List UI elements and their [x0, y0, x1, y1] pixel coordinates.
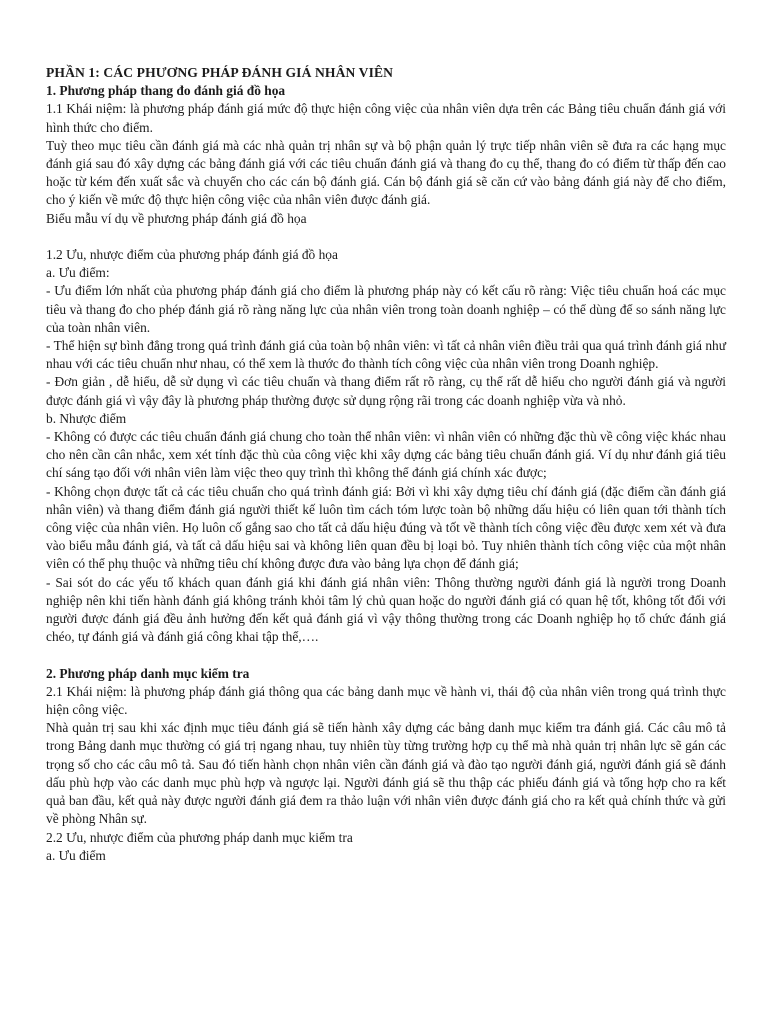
section-2-pros-label: a. Ưu điểm [46, 847, 106, 863]
document-title: PHẦN 1: CÁC PHƯƠNG PHÁP ĐÁNH GIÁ NHÂN VIÊN [46, 65, 394, 80]
section-1-con-item: - Không chọn được tất cả các tiêu chuẩn cho quá trình đánh giá: Bởi vì khi xây dựng tiêu chí đánh giá (đặc điểm cần đánh giá nhân viên) và thang điểm đánh giá người thiết kế luôn tìm cách tóm lược toàn bộ những dấu hiệu có liên quan tới thành tích công việc của nhân viên. Họ luôn cố gắng sao cho tất cả dấu hiệu đúng và tốt về thành tích công việc đều được xem xét và đưa vào biểu mẫu đánh giá, và tất cả dấu hiệu sai và không liên quan đều bị loại bỏ. Tuy nhiên thành tích công việc của một nhân viên có thể phụ thuộc và những tiêu chí không được đưa vào bảng lựa chọn để đánh giá; [46, 483, 726, 572]
section-1-con-item: - Sai sót do các yếu tố khách quan đánh giá khi đánh giá nhân viên: Thông thường người đánh giá là người trong Doanh nghiệp nên khi tiến hành đánh giá không tránh khỏi tâm lý chủ quan hoặc do người đánh giá có quan hệ tốt, không tốt đối với người được đánh giá đều ảnh hưởng đến kết quả đánh giá vì vậy thông thường trong các Doanh nghiệp họ tổ chức đánh giá chéo, tự đánh giá và đánh giá công khai tập thể,…. [46, 574, 726, 645]
blank-line [46, 646, 726, 664]
section-1-cons-label: b. Nhược điểm [46, 410, 127, 426]
section-1-pro-item: - Thể hiện sự bình đẳng trong quá trình đánh giá của toàn bộ nhân viên: vì tất cả nhân viên điều trải qua quá trình đánh giá như nhau với các tiêu chuẩn như nhau, có thể xem là thước đo thành tích công việc của nhân viên trong Doanh nghiệp. [46, 338, 726, 372]
section-1-example-caption: Biểu mẫu ví dụ về phương pháp đánh giá đồ họa [46, 210, 307, 226]
section-2-heading: 2. Phương pháp danh mục kiểm tra [46, 665, 250, 681]
section-1-pros-cons-heading: 1.2 Ưu, nhược điểm của phương pháp đánh giá đồ họa [46, 247, 338, 263]
section-1-concept: 1.1 Khái niệm: là phương pháp đánh giá mức độ thực hiện công việc của nhân viên dựa trên các Bảng tiêu chuẩn đánh giá với hình thức cho điểm. [46, 101, 726, 135]
document-page [46, 64, 726, 865]
section-1-pro-item: - Đơn giản , dễ hiểu, dễ sử dụng vì các tiêu chuẩn và thang điểm rất rõ ràng, cụ thể rất dễ hiểu cho người đánh giá và người được đánh giá vì vậy đây là phương pháp thường được sử dụng rộng rãi trong các doanh nghiệp vừa và nhỏ. [46, 374, 726, 408]
section-2-concept: 2.1 Khái niệm: là phương pháp đánh giá thông qua các bảng danh mục về hành vi, thái độ của nhân viên trong quá trình thực hiện công việc. [46, 683, 726, 718]
section-2-pros-cons-heading: 2.2 Ưu, nhược điểm của phương pháp danh mục kiểm tra [46, 829, 353, 845]
section-1-pro-item: - Ưu điểm lớn nhất của phương pháp đánh giá cho điểm là phương pháp này có kết cấu rõ ràng: Việc tiêu chuẩn hoá các mục tiêu và thang đo cho phép đánh giá rõ ràng năng lực của nhân viên trong toàn doanh nghiệp – có thể dùng để so sánh năng lực của toàn nhân viên. [46, 283, 726, 335]
section-2-description: Nhà quản trị sau khi xác định mục tiêu đánh giá sẽ tiến hành xây dựng các bảng danh mục kiểm tra đánh giá. Các câu mô tả trong Bảng danh mục thường có giá trị ngang nhau, tuy nhiên tùy từng trường hợp cụ thể mà nhà quản trị nhân lực sẽ gán các trọng số cho các câu mô tả. Sau đó tiến hành chọn nhân viên cần đánh giá và đào tạo người đánh giá, người đánh giá sẽ đánh dấu phù hợp vào các danh mục phù hợp và ngược lại. Người đánh giá sẽ thu thập các phiếu đánh giá và tổng hợp cho ra kết quả ban đầu, kết quả này được người đánh giá đem ra thảo luận với nhân viên được đánh giá cho ra kết quả chính thức và gửi về phòng Nhân sự. [46, 720, 726, 827]
section-1-pros-label: a. Ưu điểm: [46, 265, 110, 281]
section-1-description: Tuỳ theo mục tiêu cần đánh giá mà các nhà quản trị nhân sự và bộ phận quản lý trực tiếp nhân viên sẽ đưa ra các hạng mục đánh giá sau đó xây dựng các bảng đánh giá với các tiêu chuẩn đánh giá và thang đo cụ thể, thang đo có điểm từ thấp đến cao hoặc từ kém đến xuất sắc và chuyển cho các cán bộ đánh giá. Cán bộ đánh giá sẽ căn cứ vào bảng đánh giá này để cho điểm, cho ý kiến về mức độ thực hiện công việc của nhân viên được đánh giá. [46, 137, 726, 208]
blank-line [46, 228, 726, 246]
section-1-con-item: - Không có được các tiêu chuẩn đánh giá chung cho toàn thể nhân viên: vì nhân viên có những đặc thù về công việc khác nhau cho nên cần cân nhắc, xem xét tính đặc thù của công việc khi xây dựng các bảng tiêu chuẩn đánh giá. Ví dụ như đánh giá tiêu chí sáng tạo đối với nhân viên làm việc theo quy trình thì không thể đánh giá chính xác được; [46, 429, 726, 481]
section-1-heading: 1. Phương pháp thang đo đánh giá đồ họa [46, 83, 286, 99]
